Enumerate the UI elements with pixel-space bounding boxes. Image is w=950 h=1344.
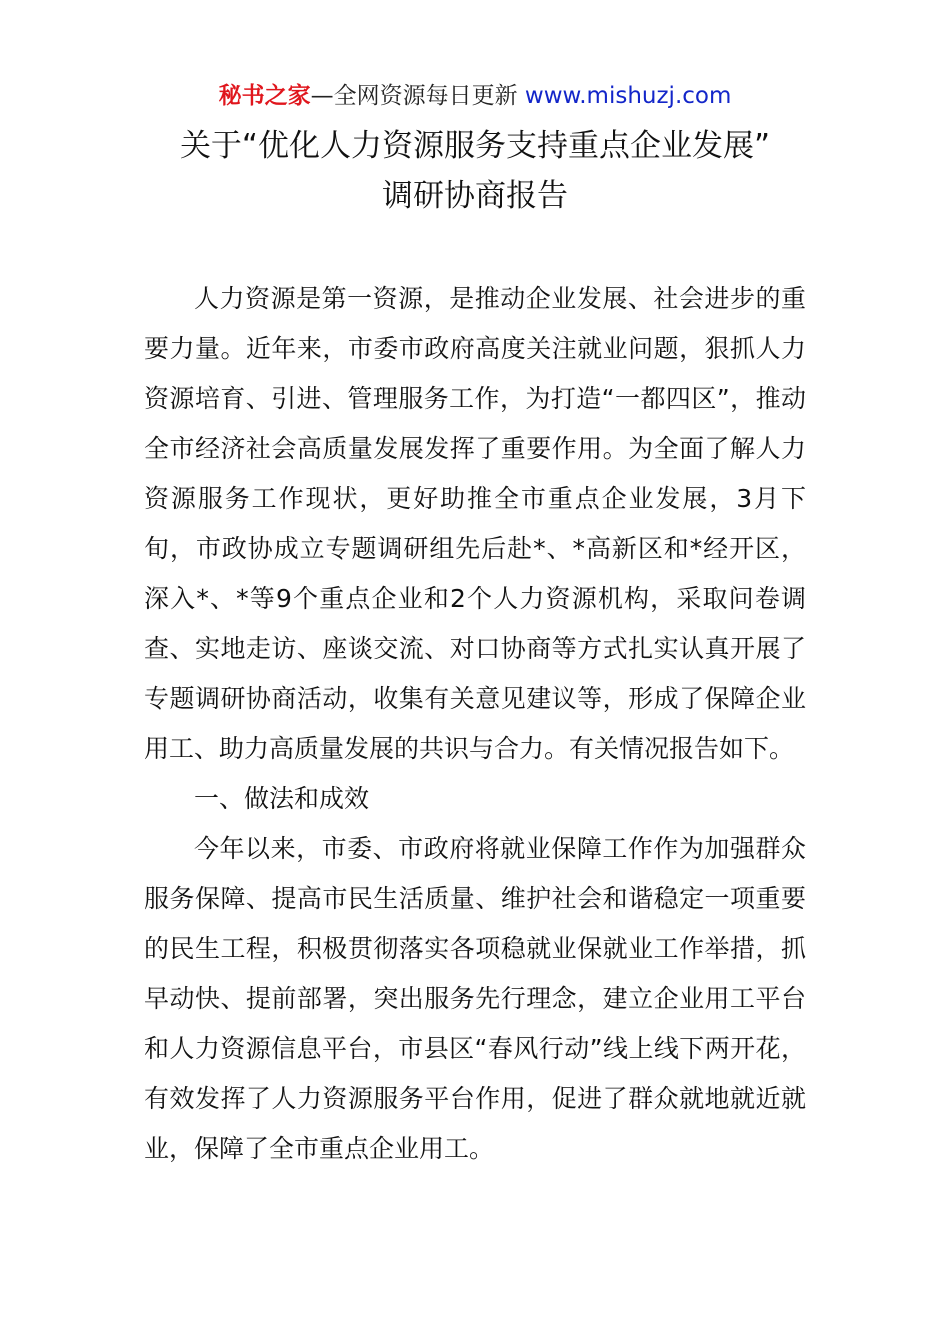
site-banner: [0, 80, 950, 112]
site-url-link[interactable]: www.mishuzj.com: [524, 83, 732, 109]
document-body: [144, 274, 806, 1174]
document-title-line-2: 调研协商报告: [382, 178, 568, 214]
banner-tagline: —全网资源每日更新: [310, 83, 525, 109]
body-paragraph-intro: 人力资源是第一资源，是推动企业发展、社会进步的重要力量。近年来，市委市政府高度关注就业问题，狠抓人力资源培育、引进、管理服务工作，为打造“一都四区”，推动全市经济社会高质量发展发挥了重要作用。为全面了解人力资源服务工作现状，更好助推全市重点企业发展，3月下旬，市政协成立专题调研组先后赴*、*高新区和*经开区，深入*、*等9个重点企业和2个人力资源机构，采取问卷调查、实地走访、座谈交流、对口协商等方式扎实认真开展了专题调研协商活动，收集有关意见建议等，形成了保障企业用工、助力高质量发展的共识与合力。有关情况报告如下。: [144, 284, 806, 763]
body-paragraph-section-1: 今年以来，市委、市政府将就业保障工作作为加强群众服务保障、提高市民生活质量、维护社会和谐稳定一项重要的民生工程，积极贯彻落实各项稳就业保就业工作举措，抓早动快、提前部署，突出服务先行理念，建立企业用工平台和人力资源信息平台，市县区“春风行动”线上线下两开花，有效发挥了人力资源服务平台作用，促进了群众就地就近就业，保障了全市重点企业用工。: [144, 834, 806, 1163]
brand-name: 秘书之家: [218, 83, 311, 109]
section-heading-1: 一、做法和成效: [194, 784, 370, 813]
document-title-line-1: 关于“优化人力资源服务支持重点企业发展”: [179, 128, 771, 164]
